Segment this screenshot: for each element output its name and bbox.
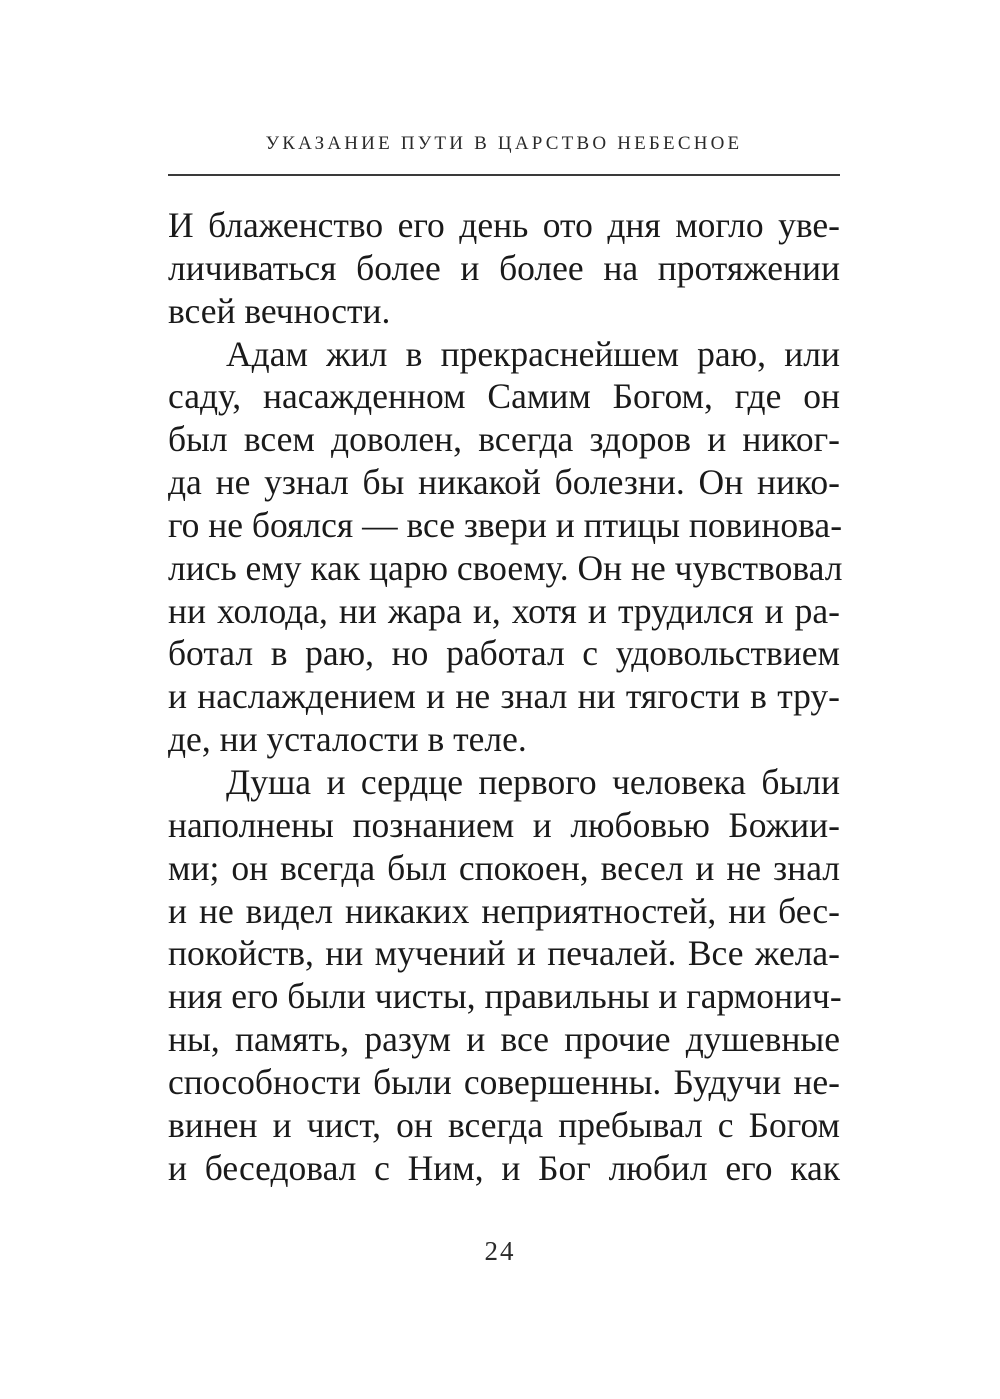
text-line: Душа и сердце первого человека были (226, 761, 840, 802)
body-text (168, 204, 843, 1189)
text-line: личиваться более и более на протяжении (168, 247, 840, 288)
text-line: был всем доволен, всегда здоров и никог- (168, 419, 840, 460)
text-line: ны, память, разум и все прочие душевные (168, 1019, 840, 1060)
text-line: и не видел никаких неприятностей, ни бес- (168, 890, 840, 931)
text-line: винен и чист, он всегда пребывал с Богом (168, 1104, 840, 1145)
text-line: И блаженство его день ото дня могло уве- (168, 205, 840, 245)
text-line: ния его были чисты, правильны и гармонич- (168, 976, 842, 1017)
text-line: де, ни усталости в теле. (168, 719, 527, 760)
text-line: наполнены познанием и любовью Божии- (168, 804, 840, 845)
text-line: покойств, ни мучений и печалей. Все жела- (168, 933, 840, 974)
text-line: лись ему как царю своему. Он не чувствовал (168, 547, 843, 588)
text-line: всей вечности. (168, 290, 391, 331)
text-line: ми; он всегда был спокоен, весел и не знал (168, 847, 840, 888)
text-line: да не узнал бы никакой болезни. Он нико- (168, 462, 840, 503)
text-line: и наслаждением и не знал ни тягости в тру- (168, 676, 840, 717)
text-line: и беседовал с Ним, и Бог любил его как (168, 1147, 840, 1188)
header-rule (168, 174, 840, 176)
text-line: ни холода, ни жара и, хотя и трудился и ра- (168, 590, 840, 631)
running-head: УКАЗАНИЕ ПУТИ В ЦАРСТВО НЕБЕСНОЕ (265, 133, 743, 154)
text-line: го не боялся — все звери и птицы повинова- (168, 504, 843, 545)
text-line: Адам жил в прекраснейшем раю, или (226, 333, 840, 374)
page-number: 24 (484, 1236, 516, 1266)
text-line: ботал в раю, но работал с удовольствием (168, 633, 840, 674)
text-line: саду, насажденном Самим Богом, где он (168, 376, 840, 417)
text-line: способности были совершенны. Будучи не- (168, 1061, 840, 1102)
